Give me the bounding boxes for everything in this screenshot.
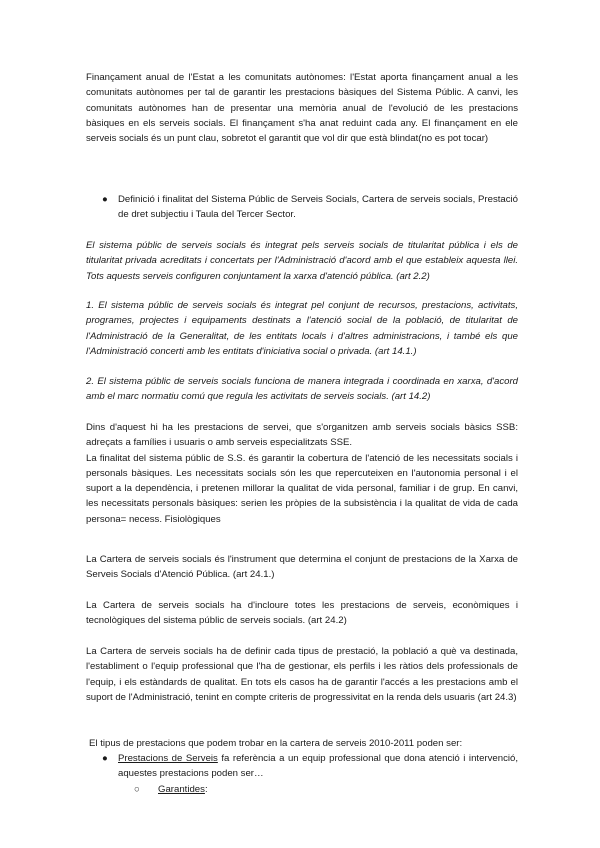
italic-quote-art-2-2: El sistema públic de serveis socials és integrat pels serveis socials de titularitat pública i els de titularitat privada acreditats i concertats per l'Administració d'acord amb el que estableix aquesta llei. Tots aquests serveis configuren conjuntament la xarxa d'atenció pública. (art 2.2)	[86, 240, 518, 282]
prestacions-intro: El tipus de prestacions que podem trobar en la cartera de serveis 2010-2011 poden ser:	[89, 738, 463, 749]
sub-bullet-icon: ○	[134, 784, 140, 795]
cartera-paragraph-24-2: La Cartera de serveis socials ha d'incloure totes les prestacions de serveis, econòmiques i tecnològiques del sistema públic de serveis socials. (art 24.2)	[86, 600, 518, 627]
italic-quote-art-14-1: 1. El sistema públic de serveis socials és integrat pel conjunt de recursos, prestacions, activitats, programes, projectes i equipaments destinats a l'atenció social de la població, de titularitat de l'Administració de la Generalitat, de les entitats locals i d'altres administracions, i també els que l'Administració concerti amb les entitats d'iniciativa social o privada. (art 14.1.)	[86, 300, 518, 357]
bullet-icon: ●	[102, 753, 108, 764]
prestacions-serveis-term: Prestacions de Serveis	[118, 753, 218, 764]
cartera-paragraph-24-1: La Cartera de serveis socials és l'instrument que determina el conjunt de prestacions de la Xarxa de Serveis Socials d'Atenció Pública. (art 24.1.)	[86, 554, 518, 581]
services-paragraph: Dins d'aquest hi ha les prestacions de servei, que s'organitzen amb serveis socials bàsics SSB: adreçats a famílies i usuaris o amb serveis especialitzats SSE. La finalitat del sistema públic de S.S. és garantir la cobertura de l'atenció de les necessitats socials i personals bàsiques. Les necessitats socials són les que repercuteixen en l'autonomia personal i el suport a la dependència, i pretenen millorar la qualitat de vida personal, familiar i de grup. En canvi, les necessitats personals bàsiques: serien les pròpies de la subsistència i la qualitat de vida de cada persona= necess. Fisiològiques	[86, 422, 518, 525]
garantides-term: Garantides	[158, 784, 205, 795]
financing-paragraph: Finançament anual de l'Estat a les comunitats autònomes: l'Estat aporta finançament anual a les comunitats autònomes per tal de garantir les prestacions bàsiques del Sistema Públic. A canvi, les comunitats autònomes han de presentar una memòria anual de l'evolució de les prestacions bàsiques en els serveis socials. El finançament s'ha anat reduint cada any. El finançament en ele serveis socials és un punt clau, sobretot el garantit que vol dir que està blindat(no es pot tocar)	[86, 72, 518, 145]
italic-quote-art-14-2: 2. El sistema públic de serveis socials funciona de manera integrada i coordinada en xarxa, d'acord amb el marc normatiu comú que regula les activitats de serveis socials. (art 14.2)	[86, 376, 518, 403]
garantides-subbullet: ○ Garantides:	[134, 782, 518, 797]
cartera-paragraph-24-3: La Cartera de serveis socials ha de definir cada tipus de prestació, la població a què va destinada, l'establiment o l'equip professional que l'ha de gestionar, els perfils i les ràtios dels professionals de l'equip, i els estàndards de qualitat. En tots els casos ha de garantir l'accés a les prestacions amb el suport de l'Administració, tenint en compte criteris de progressivitat en la renda dels usuaris (art 24.3)	[86, 646, 518, 703]
prestacions-serveis-bullet: ● Prestacions de Serveis fa referència a un equip professional que dona atenció i intervenció, aquestes prestacions poden ser…	[102, 751, 518, 782]
definition-bullet	[102, 192, 518, 223]
bullet-icon: ●	[102, 194, 108, 205]
definition-bullet-text: Definició i finalitat del Sistema Públic de Serveis Socials, Cartera de serveis socials, Prestació de dret subjectiu i Taula del Tercer Sector.	[118, 194, 518, 221]
